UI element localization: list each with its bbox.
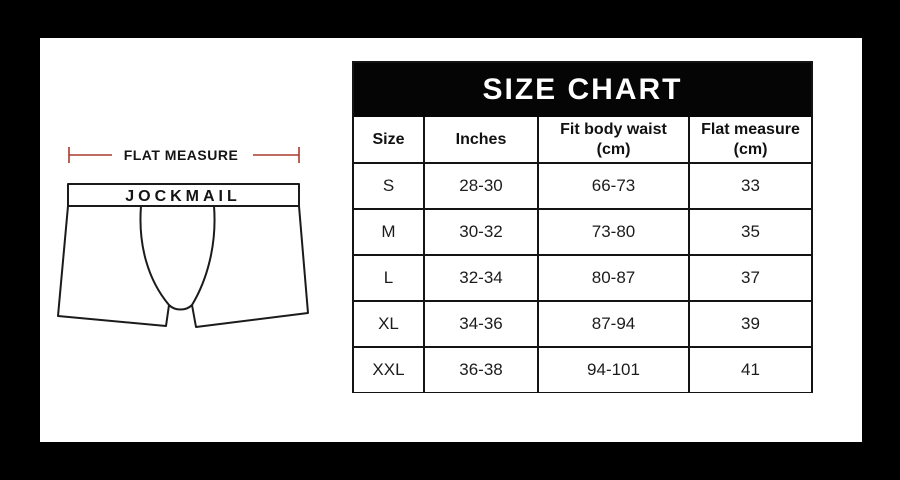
table-cell: 39 xyxy=(690,302,811,346)
column-header-size: Size xyxy=(354,117,423,162)
product-illustration xyxy=(50,140,310,340)
table-cell: 66-73 xyxy=(539,164,688,208)
table-cell: 94-101 xyxy=(539,348,688,392)
table-cell: S xyxy=(354,164,423,208)
table-cell: 73-80 xyxy=(539,210,688,254)
table-cell: XXL xyxy=(354,348,423,392)
size-chart-table xyxy=(352,61,813,393)
table-cell: 41 xyxy=(690,348,811,392)
table-cell: 80-87 xyxy=(539,256,688,300)
size-chart-title-bar xyxy=(354,63,811,117)
table-cell: L xyxy=(354,256,423,300)
table-cell: XL xyxy=(354,302,423,346)
content-area xyxy=(40,38,862,442)
table-cell: 34-36 xyxy=(425,302,537,346)
flat-measure-label: FLAT MEASURE xyxy=(123,147,239,163)
table-cell: 36-38 xyxy=(425,348,537,392)
table-cell: M xyxy=(354,210,423,254)
column-header-fit-body-waist: Fit body waist (cm) xyxy=(539,117,688,162)
column-header-inches: Inches xyxy=(425,117,537,162)
column-header-flat-measure: Flat measure (cm) xyxy=(690,117,811,162)
table-cell: 28-30 xyxy=(425,164,537,208)
size-chart-grid xyxy=(354,117,811,392)
table-cell: 87-94 xyxy=(539,302,688,346)
table-cell: 33 xyxy=(690,164,811,208)
size-chart-title: SIZE CHART xyxy=(482,73,683,106)
table-cell: 30-32 xyxy=(425,210,537,254)
table-cell: 37 xyxy=(690,256,811,300)
waistband-brand-text: JOCKMAIL xyxy=(125,188,241,205)
boxer-briefs-drawing xyxy=(58,184,308,327)
table-cell: 32-34 xyxy=(425,256,537,300)
boxer-body xyxy=(58,206,308,327)
table-cell: 35 xyxy=(690,210,811,254)
